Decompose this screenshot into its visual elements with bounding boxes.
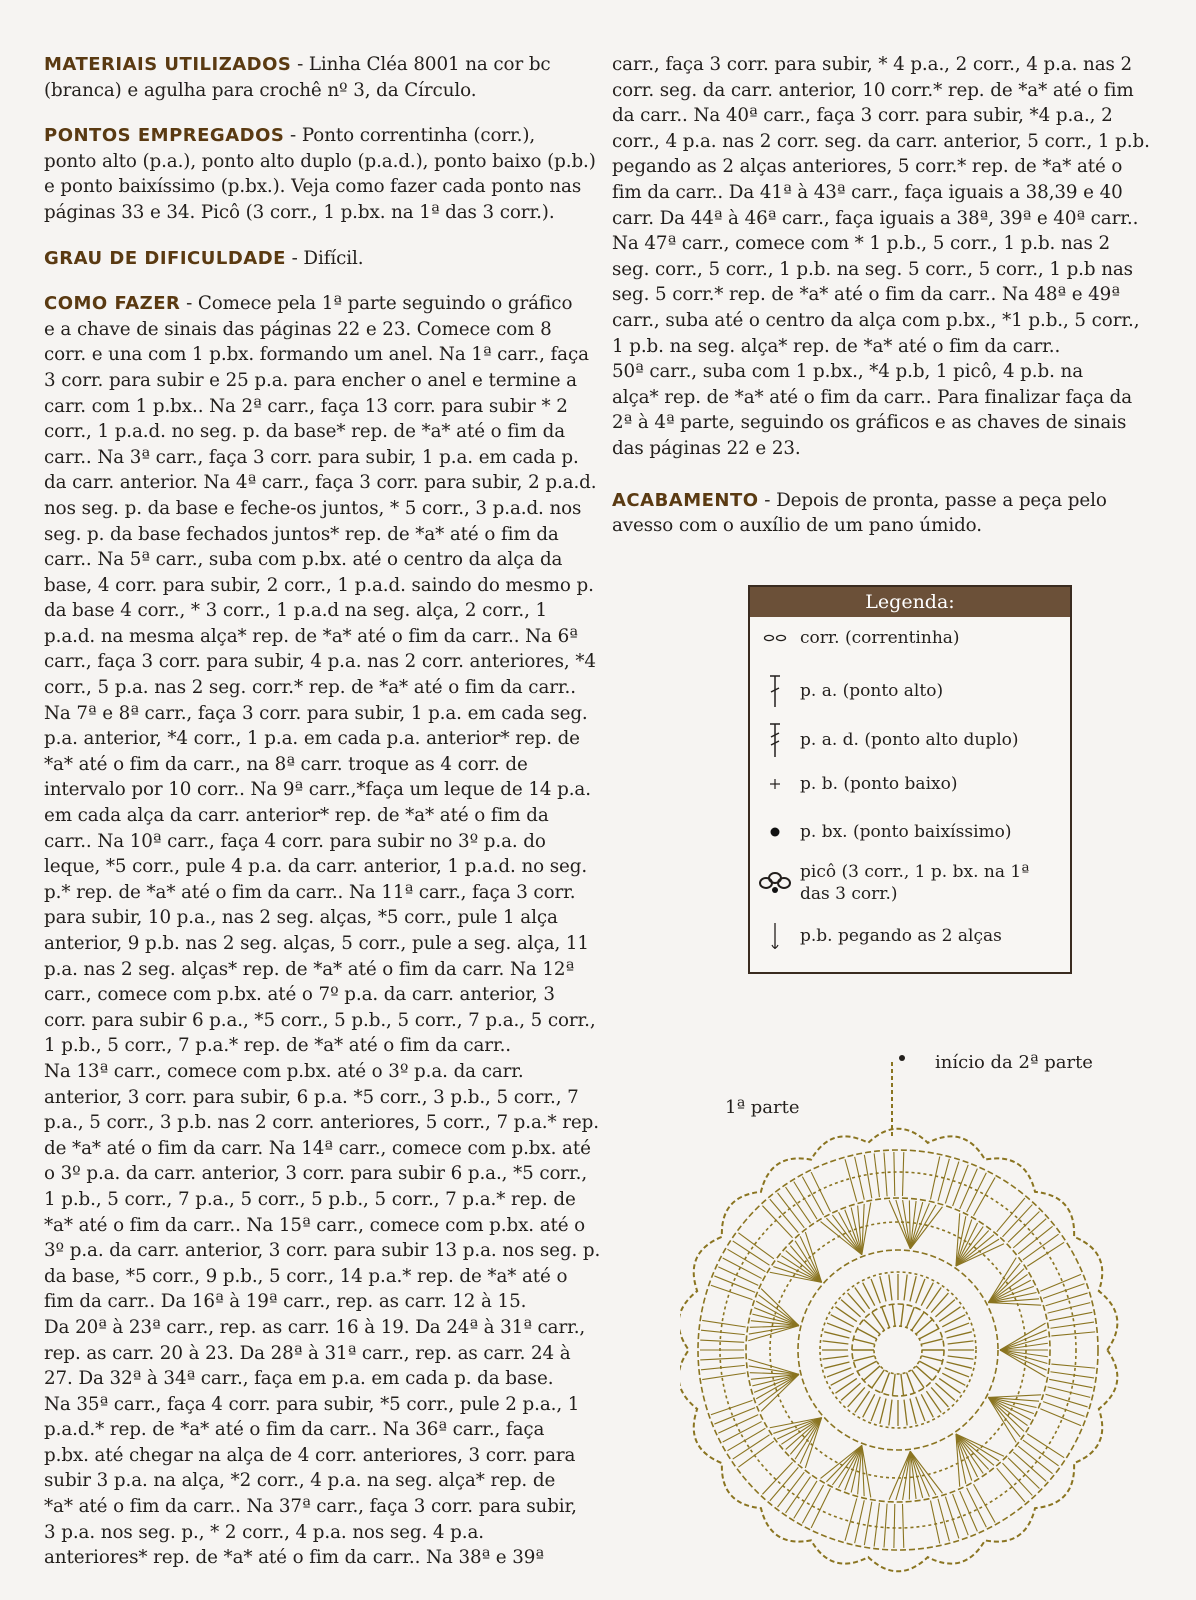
- ring-stitch: [916, 1279, 925, 1303]
- outer-fan-stitch: [874, 1503, 879, 1547]
- outer-fan-stitch: [845, 1159, 857, 1201]
- outer-fan-stitch: [1040, 1274, 1081, 1291]
- legend-item-treble-crochet: p. a. d. (ponto alto duplo): [750, 721, 1070, 759]
- inner-stitch: [907, 1372, 915, 1393]
- inner-stitch: [857, 1329, 876, 1339]
- inner-stitch: [916, 1366, 932, 1381]
- outer-fan-stitch: [714, 1408, 755, 1424]
- outer-fan-stitch: [874, 1153, 879, 1197]
- finishing-section: ACABAMENTO - Depois de pronta, passe a peça pelo avesso com o auxílio de um pano úmido.: [612, 489, 1107, 537]
- ring-stitch: [904, 1400, 907, 1426]
- inner-stitch: [921, 1356, 942, 1361]
- inner-stitch: [916, 1319, 932, 1334]
- outer-fan-stitch: [930, 1156, 939, 1199]
- inner-stitch: [907, 1307, 915, 1328]
- outer-fan-stitch: [864, 1155, 871, 1198]
- finishing-heading: ACABAMENTO: [612, 489, 759, 511]
- instructions-continuation: carr., faça 3 corr. para subir, * 4 p.a., 2 corr., 4 p.a. nas 2 corr. seg. da carr. anterior, 10 corr.* rep. de *a* até o fim da carr.. Na 40ª carr., faça 3 corr. para subir, *4 p.a., 2 corr., 4 p.a. nas 2 corr. seg. da carr. anterior, 5 corr., 1 p.b. pegando as 2 alças anteriores, 5 corr.* rep. de *a* até o fim da carr.. Da 41ª à 43ª carr., faça iguais a 38,39 e 40 carr. Da 44ª à 46ª carr., faça iguais a 38ª, 39ª e 40ª carr.. Na 47ª carr., comece com * 1 p.b., 5 corr., 1 p.b. nas 2 seg. corr., 5 corr., 1 p.b. na seg. 5 corr., 5 corr., 1 p.b nas seg. 5 corr.* rep. de *a* até o fim da carr.. Na 48ª e 49ª carr., suba até o centro da alça com p.bx., *1 p.b., 5 corr., 1 p.b. na seg. alça* rep. de *a* até o fim da carr.. 50ª carr., suba com 1 p.bx., *4 p.b, 1 picô, 4 p.b. na alça* rep. de *a* até o fim da carr.. Para finalizar faça da 2ª à 4ª parte, seguindo os gráficos e as chaves de sinais das páginas 22 e 23.: [612, 54, 1150, 459]
- ring-stitch: [827, 1368, 851, 1377]
- outer-fan-stitch: [700, 1358, 744, 1360]
- instructions-heading: COMO FAZER: [44, 293, 181, 315]
- outer-fan-stitch: [711, 1285, 753, 1299]
- part2-start-dot: [899, 1055, 905, 1061]
- outer-fan-stitch: [727, 1249, 765, 1271]
- inner-stitch: [919, 1329, 938, 1339]
- ring-stitch: [880, 1276, 886, 1301]
- ring-stitch: [827, 1323, 851, 1332]
- fan-stitch: [988, 1395, 1041, 1398]
- outer-fan-stitch: [1051, 1332, 1095, 1336]
- outer-fan-stitch: [702, 1373, 746, 1380]
- ring-stitch: [824, 1362, 849, 1368]
- fan-stitch: [896, 1200, 910, 1249]
- back-loop-icon: [750, 921, 800, 951]
- outer-fan-stitch: [1049, 1379, 1092, 1387]
- fan-stitch: [1000, 1323, 1046, 1350]
- outer-fan-stitch: [1023, 1440, 1059, 1466]
- ring-stitch: [947, 1332, 972, 1338]
- inner-stitch: [912, 1312, 924, 1330]
- fan-stitch: [826, 1218, 861, 1254]
- legend-title: Legenda:: [750, 587, 1070, 617]
- inner-stitch: [919, 1361, 938, 1371]
- inner-stitch: [853, 1339, 874, 1344]
- outer-fan-stitch: [894, 1504, 895, 1548]
- doily-chart: [680, 1052, 1180, 1592]
- inner-stitch: [912, 1370, 924, 1388]
- ring-stitch: [841, 1383, 860, 1400]
- stitches-heading: PONTOS EMPREGADOS: [44, 125, 285, 147]
- ring-stitch: [916, 1397, 925, 1421]
- chain-ring: [770, 1222, 1026, 1478]
- ring-stitch: [931, 1293, 948, 1312]
- outer-fan-stitch: [727, 1428, 765, 1450]
- fan-stitch: [896, 1451, 910, 1500]
- single-crochet-icon: [750, 778, 800, 790]
- fan-stitch: [1000, 1337, 1047, 1350]
- inner-stitch: [901, 1304, 904, 1326]
- inner-stitch: [892, 1304, 895, 1326]
- outer-fan-stitch: [786, 1477, 811, 1513]
- outer-fan-stitch: [1048, 1303, 1091, 1314]
- outer-fan-stitch: [1048, 1387, 1091, 1398]
- outer-fan-stitch: [1018, 1226, 1052, 1253]
- fan-stitch: [910, 1451, 922, 1498]
- outer-fan-stitch: [855, 1157, 865, 1200]
- picot-icon: [750, 870, 800, 896]
- outer-fan-stitch: [738, 1233, 773, 1259]
- outer-fan-stitch: [1013, 1452, 1046, 1481]
- outer-fan-stitch: [700, 1340, 744, 1342]
- ring-stitch: [931, 1387, 948, 1406]
- inner-stitch: [901, 1374, 904, 1396]
- ring-stitch: [904, 1275, 907, 1301]
- chain-ring: [874, 1326, 922, 1374]
- outer-fan-stitch: [718, 1267, 758, 1285]
- inner-stitch: [882, 1372, 890, 1393]
- fan-stitch: [826, 1445, 861, 1481]
- outer-fan-stitch: [953, 1494, 969, 1535]
- outer-fan-stitch: [762, 1206, 792, 1238]
- outer-fan-stitch: [1040, 1409, 1081, 1426]
- difficulty-section: GRAU DE DIFICULDADE - Difícil.: [44, 247, 364, 269]
- outer-fan-stitch: [733, 1241, 770, 1265]
- outer-fan-stitch: [1051, 1364, 1095, 1368]
- legend-item-double-crochet: p. a. (ponto alto): [750, 673, 1070, 709]
- ring-stitch: [910, 1399, 916, 1424]
- inner-stitch: [892, 1374, 895, 1396]
- outer-fan-stitch: [770, 1199, 798, 1233]
- outer-fan-stitch: [1049, 1312, 1092, 1320]
- outer-fan-stitch: [794, 1182, 817, 1219]
- inner-stitch: [853, 1356, 874, 1361]
- materials-heading: MATERIAIS UTILIZADOS: [44, 54, 292, 75]
- outer-fan-stitch: [778, 1193, 805, 1228]
- outer-fan-stitch: [845, 1498, 857, 1540]
- outer-fan-stitch: [786, 1187, 811, 1223]
- materials-section: MATERIAIS UTILIZADOS - Linha Cléa 8001 na cor bc (branca) e agulha para crochê nº 3, da Círculo.: [44, 54, 551, 101]
- fan-stitch: [889, 1451, 910, 1499]
- outer-fan-stitch: [702, 1320, 746, 1327]
- outer-fan-stitch: [1018, 1446, 1052, 1473]
- outer-fan-stitch: [1023, 1234, 1059, 1260]
- outer-fan-stitch: [811, 1488, 830, 1528]
- ring-stitch: [945, 1323, 969, 1332]
- inner-stitch: [921, 1339, 942, 1344]
- ring-stitch: [948, 1356, 974, 1359]
- outer-fan-stitch: [967, 1173, 987, 1212]
- part2-start-label: início da 2ª parte: [935, 1052, 1093, 1073]
- outer-fan-stitch: [930, 1501, 939, 1544]
- ring-stitch: [947, 1362, 972, 1368]
- fan-stitch: [988, 1303, 1041, 1306]
- ring-stitch: [871, 1397, 880, 1421]
- outer-fan-stitch: [723, 1258, 762, 1278]
- legend-item-back-loop: p.b. pegando as 2 alças: [750, 921, 1070, 951]
- outer-fan-stitch: [997, 1468, 1025, 1502]
- outer-fan-stitch: [794, 1481, 817, 1518]
- ring-stitch: [824, 1332, 849, 1338]
- outer-fan-stitch: [855, 1500, 865, 1543]
- ring-stitch: [945, 1368, 969, 1377]
- inner-stitch: [882, 1307, 890, 1328]
- ring-stitch: [889, 1275, 892, 1301]
- outer-fan-stitch: [701, 1365, 745, 1369]
- outer-fan-stitch: [974, 1484, 996, 1522]
- outer-fan-stitch: [974, 1177, 996, 1215]
- fan-stitch: [1000, 1350, 1047, 1363]
- outer-fan-stitch: [778, 1472, 805, 1507]
- inner-stitch: [864, 1366, 880, 1381]
- fan-stitch: [889, 1200, 910, 1248]
- outer-fan-stitch: [802, 1177, 823, 1216]
- slip-stitch-icon: [750, 826, 800, 838]
- fan-stitch: [1000, 1350, 1046, 1377]
- ring-stitch: [935, 1383, 954, 1400]
- ring-stitch: [889, 1400, 892, 1426]
- ring-stitch: [935, 1300, 954, 1317]
- outer-fan-stitch: [967, 1488, 987, 1527]
- crochet-diagram: [680, 1052, 1180, 1592]
- outer-fan-stitch: [1008, 1458, 1039, 1489]
- ring-stitch: [823, 1341, 849, 1344]
- outer-fan-stitch: [802, 1485, 823, 1524]
- outer-fan-stitch: [884, 1504, 887, 1548]
- outer-fan-stitch: [902, 1152, 903, 1196]
- legend-item-chain: corr. (correntinha): [750, 627, 1070, 649]
- outer-fan-stitch: [718, 1415, 758, 1433]
- outer-fan-stitch: [1050, 1372, 1094, 1378]
- left-column: [44, 52, 604, 1591]
- instructions-section: COMO FAZER - Comece pela 1ª parte seguindo o gráfico e a chave de sinais das páginas 22 e 23. Comece com 8 corr. e una com 1 p.bx. formando um anel. Na 1ª carr., faça 3 corr. para subir e 25 p.a. para encher o anel e termine a carr. com 1 p.bx.. Na 2ª carr., faça 13 corr. para subir * 2 corr., 1 p.a.d. no seg. p. da base* rep. de *a* até o fim da carr.. Na 3ª carr., faça 3 corr. para subir, 1 p.a. em cada p. da carr. anterior. Na 4ª carr., faça 3 corr. para subir, 2 p.a.d. nos seg. p. da base e feche-os juntos, * 5 corr., 3 p.a.d. nos seg. p. da base fechados juntos* rep. de *a* até o fim da carr.. Na 5ª carr., suba com p.bx. até o centro da alça da base, 4 corr. para subir, 2 corr., 1 p.a.d. saindo do mesmo p. da base 4 corr., * 3 corr., 1 p.a.d na seg. alça, 2 corr., 1 p.a.d. na mesma alça* rep. de *a* até o fim da carr.. Na 6ª carr., faça 3 corr. para subir, 4 p.a. nas 2 corr. anteriores, *4 corr., 5 p.a. nas 2 seg. corr.* rep. de *a* até o fim da carr.. Na 7ª e 8ª carr., faça 3 corr. para subir, 1 p.a. em cada seg. p.a. anterior, *4 corr., 1 p.a. em cada p.a. anterior* rep. de *a* até o fim da carr., na 8ª carr. troque as 4 corr. de intervalo por 10 corr.. Na 9ª carr.,*faça um leque de 14 p.a. em cada alça da carr. anterior* rep. de *a* até o fim da carr.. Na 10ª carr., faça 4 corr. para subir no 3º p.a. do leque, *5 corr., pule 4 p.a. da carr. anterior, 1 p.a.d. no seg. p.* rep. de *a* até o fim da carr.. Na 11ª carr., faça 3 corr. para subir, 10 p.a., nas 2 seg. alças, *5 corr., pule 1 alça anterior, 9 p.b. nas 2 seg. alças, 5 corr., pule a seg. alça, 11 p.a. nas 2 seg. alças* rep. de *a* até o fim da carr. Na 12ª carr., comece com p.bx. até o 7º p.a. da carr. anterior, 3 corr. para subir 6 p.a., *5 corr., 5 p.b., 5 corr., 7 p.a., 5 corr., 1 p.b., 5 corr., 7 p.a.* rep. de *a* até o fim da carr.. Na 13ª carr., comece com p.bx. até o 3º p.a. da carr. anterior, 3 corr. para subir, 6 p.a. *5 corr., 3 p.b., 5 corr., 7 p.a., 5 corr., 3 p.b. nas 2 corr. anteriores, 5 corr., 7 p.a.* rep. de *a* até o fim da carr. Na 14ª carr., comece com p.bx. até o 3º p.a. da carr. anterior, 3 corr. para subir 6 p.a., *5 corr., 1 p.b., 5 corr., 7 p.a., 5 corr., 5 p.b., 5 corr., 7 p.a.* rep. de *a* até o fim da carr.. Na 15ª carr., comece com p.bx. até o 3º p.a. da carr. anterior, 3 corr. para subir 13 p.a. nos seg. p. da base, *5 corr., 9 p.b., 5 corr., 14 p.a.* rep. de *a* até o fim da carr.. Da 16ª à 19ª carr., rep. as carr. 12 à 15. Da 20ª à 23ª carr., rep. as carr. 16 à 19. Da 24ª à 31ª carr., rep. as carr. 20 à 23. Da 28ª à 31ª carr., rep. as carr. 24 à 27. Da 32ª à 34ª carr., faça em p.a. em cada p. da base. Na 35ª carr., faça 4 corr. para subir, *5 corr., pule 2 p.a., 1 p.a.d.* rep. de *a* até o fim da carr.. Na 36ª carr., faça p.bx. até chegar na alça de 4 corr. anteriores, 3 corr. para subir 3 p.a. na alça, *2 corr., 4 p.a. na seg. alça* rep. de *a* até o fim da carr.. Na 37ª carr., faça 3 corr. para subir, 3 p.a. nos seg. p., * 2 corr., 4 p.a. nos seg. 4 p.a. anteriores* rep. de *a* até o fim da carr.. Na 38ª e 39ª: [44, 293, 601, 1569]
- inner-stitch: [864, 1319, 880, 1334]
- outer-fan-stitch: [738, 1441, 773, 1467]
- inner-stitch: [872, 1370, 884, 1388]
- outer-fan-stitch: [723, 1422, 762, 1442]
- fan-stitch: [910, 1451, 936, 1495]
- legend-item-single-crochet: p. b. (ponto baixo): [750, 773, 1070, 795]
- ring-stitch: [848, 1387, 865, 1406]
- outer-fan-stitch: [997, 1198, 1025, 1232]
- treble-crochet-icon: [750, 721, 800, 759]
- outer-fan-stitch: [701, 1330, 745, 1334]
- ring-stitch: [880, 1399, 886, 1424]
- outer-fan-stitch: [1027, 1242, 1064, 1266]
- chain-icon: [750, 632, 800, 644]
- stitch-legend: [748, 585, 1072, 974]
- outer-fan-stitch: [1027, 1434, 1064, 1458]
- difficulty-heading: GRAU DE DIFICULDADE: [44, 247, 286, 269]
- outer-fan-stitch: [884, 1152, 887, 1196]
- double-crochet-icon: [750, 673, 800, 709]
- stitches-section: PONTOS EMPREGADOS - Ponto correntinha (corr.), ponto alto (p.a.), ponto alto duplo (p.a.d.), ponto baixo (p.b.) e ponto baixíssimo (p.bx.). Veja como fazer cada ponto nas páginas 33 e 34. Picô (3 corr., 1 p.bx. na 1ª das 3 corr.).: [44, 125, 596, 223]
- part1-label: 1ª parte: [725, 1097, 800, 1118]
- outer-fan-stitch: [902, 1504, 903, 1548]
- inner-stitch: [857, 1361, 876, 1371]
- legend-item-picot: picô (3 corr., 1 p. bx. na 1ª das 3 corr.): [750, 861, 1070, 905]
- ring-stitch: [823, 1356, 849, 1359]
- outer-fan-stitch: [770, 1467, 798, 1501]
- outer-fan-stitch: [1050, 1322, 1094, 1328]
- inner-stitch: [872, 1312, 884, 1330]
- fan-stitch: [910, 1202, 922, 1249]
- outer-fan-stitch: [960, 1169, 978, 1209]
- outer-fan-stitch: [894, 1152, 895, 1196]
- ring-stitch: [841, 1300, 860, 1317]
- legend-item-slip-stitch: p. bx. (ponto baixíssimo): [750, 821, 1070, 843]
- ring-stitch: [871, 1279, 880, 1303]
- outer-fan-stitch: [733, 1435, 770, 1459]
- outer-fan-stitch: [1008, 1211, 1039, 1242]
- ring-stitch: [948, 1341, 974, 1344]
- outer-fan-stitch: [864, 1502, 871, 1545]
- right-column: [612, 52, 1152, 559]
- ring-stitch: [848, 1293, 865, 1312]
- ring-stitch: [910, 1276, 916, 1301]
- outer-fan-stitch: [811, 1172, 830, 1212]
